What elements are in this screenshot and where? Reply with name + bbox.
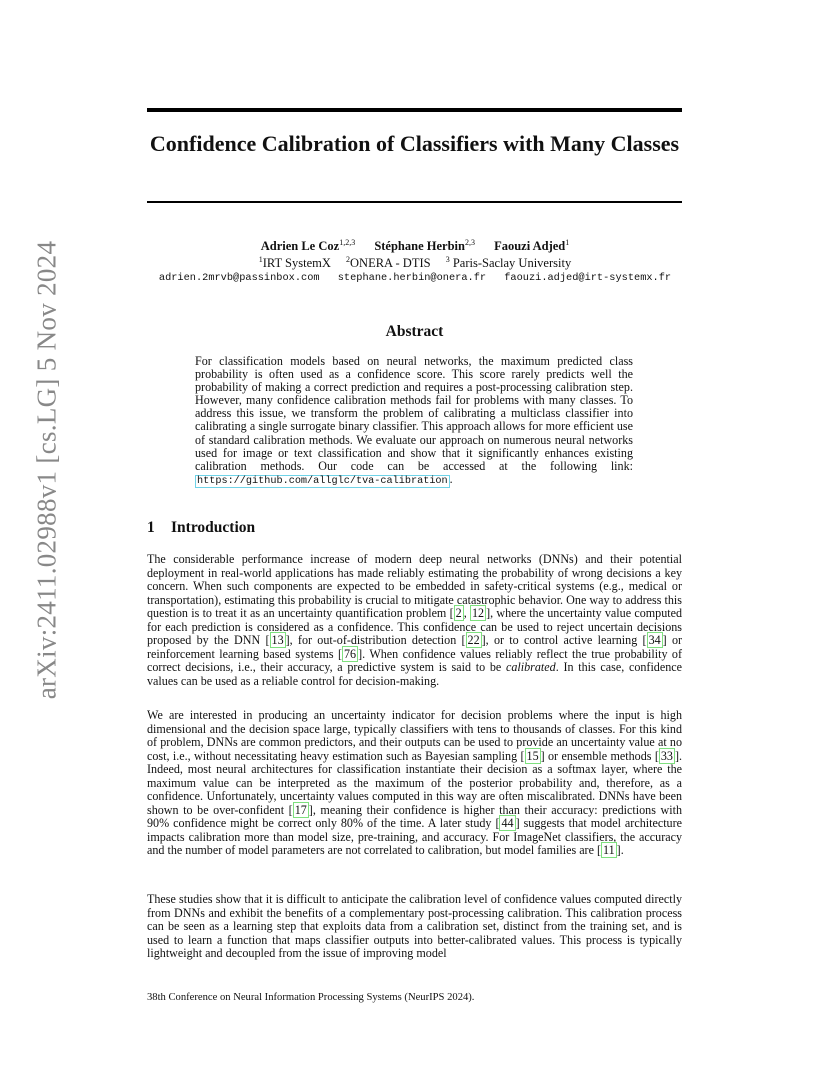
text-run: ], meaning their confidence is higher than their accuracy: predictions with 90% confidence might be correct only 80% of the time. A later study [	[147, 802, 683, 830]
citation-link[interactable]: 34	[648, 633, 661, 647]
emphasis-calibrated: calibrated	[505, 660, 556, 674]
citation-link[interactable]: 15	[526, 748, 539, 763]
affiliation-list	[120, 255, 710, 271]
affiliation-number: 2	[346, 255, 351, 264]
affiliation	[346, 256, 431, 270]
affiliation-name: IRT SystemX	[262, 256, 331, 270]
text-run: We are interested in producing an uncertainty indicator for decision problems where the input is high dimensional and the decision space large, typically classifiers with tens to thousands of classes. For this kind of problem, DNNs are common predictors, and their outputs can be used to provide an uncertainty value at no cost, i.e., without necessitating heavy estimation such as Bayesian sampling [	[147, 708, 682, 763]
text-run: ], for out-of-distribution detection [	[285, 633, 466, 647]
section-title: Introduction	[171, 519, 256, 536]
paper-title: Confidence Calibration of Classifiers with Many Classes	[149, 131, 680, 156]
author-email[interactable]: adrien.2mrvb@passinbox.com	[158, 272, 320, 284]
text-run: ], or to control active learning [	[481, 633, 647, 647]
section-number: 1	[147, 519, 155, 536]
affiliation-name: Paris-Saclay University	[452, 256, 572, 270]
citation-link[interactable]: 33	[660, 748, 673, 763]
citation-link[interactable]: 44	[501, 816, 514, 830]
author-name: Adrien Le Coz	[260, 239, 340, 253]
author	[374, 239, 475, 253]
author-list	[120, 238, 710, 254]
author-email[interactable]: stephane.herbin@onera.fr	[337, 272, 487, 284]
citation-link[interactable]: 2	[455, 606, 462, 620]
citation-link[interactable]: 76	[343, 646, 357, 661]
abstract-end: .	[449, 471, 453, 486]
citation-link[interactable]: 22	[467, 633, 480, 647]
author-affil-mark: 1,2,3	[339, 238, 356, 247]
affiliation	[259, 256, 331, 270]
citation-link[interactable]: 17	[294, 802, 307, 817]
text-run: ] or reinforcement learning based systems [	[147, 633, 683, 661]
affiliation	[446, 256, 572, 270]
author	[261, 239, 355, 253]
affiliation-number: 3	[445, 255, 450, 264]
email-list	[120, 271, 710, 285]
text-run: ], where the uncertainty value computed for each prediction is considered as a confidence. This confidence can be used to reject uncertain decisions proposed by the DNN [	[147, 606, 683, 647]
section-heading-introduction	[147, 518, 682, 538]
text-run: The considerable performance increase of modern deep neural networks (DNNs) and their potential deployment in real-world applications has made reliably estimating the probability of wrong decisions a key concern. When such components are expected to be embedded in safety-critical systems (e.g., medical or transportation), estimating this probability is crucial to mitigate catastrophic behavior. One way to address this question is to treat it as an uncertainty quantification problem [	[147, 552, 682, 620]
author-email[interactable]: faouzi.adjed@irt-systemx.fr	[504, 272, 672, 284]
text-run: ] or ensemble methods [	[540, 748, 659, 763]
citation-link[interactable]: 12	[471, 606, 485, 620]
conference-footnote: 38th Conference on Neural Information Processing Systems (NeurIPS 2024).	[147, 992, 475, 1003]
abstract-text: For classification models based on neural networks, the maximum predicted class probability is often used as a confidence score. This score rarely predicts well the probability of making a correct prediction and requires a post-processing calibration step. However, many confidence calibration methods fail for problems with many classes. To address this issue, we transform the problem of calibrating a multiclass classifier into calibrating a single surrogate binary classifier. This approach allows for more efficient use of standard calibration methods. We evaluate our approach on numerous neural networks used for image or text classification and show that it significantly enhances existing calibration methods. Our code can be accessed at the following link:	[195, 354, 633, 473]
abstract-body	[195, 355, 633, 488]
author-affil-mark: 2,3	[464, 238, 475, 247]
citation-link[interactable]: 11	[603, 843, 615, 857]
text-run: ]. When confidence values reliably reflect the true probability of correct decisions, i.e., their accuracy, a predictive system is said to be	[147, 646, 683, 674]
citation-link[interactable]: 13	[271, 633, 284, 647]
abstract-heading: Abstract	[385, 323, 444, 340]
code-repository-link[interactable]: https://github.com/allglc/tva-calibration	[197, 475, 448, 487]
text-run: ] suggests that model architecture impacts calibration more than model size, pre-training, and accuracy. For ImageNet classifiers, the accuracy and the number of model parameters are not correlated to calibration, but model families are [	[147, 816, 682, 857]
text-run: ].	[616, 843, 624, 857]
author-affil-mark: 1	[565, 238, 570, 247]
arxiv-identifier-stamp: arXiv:2411.02988v1 [cs.LG] 5 Nov 2024	[31, 240, 62, 700]
intro-paragraph-1	[147, 553, 682, 688]
author	[494, 239, 569, 253]
text-run: ,	[463, 606, 470, 620]
title-bottom-rule	[147, 201, 682, 203]
title-top-rule	[147, 108, 682, 112]
intro-paragraph-2	[147, 709, 682, 858]
affiliation-name: ONERA - DTIS	[350, 256, 431, 270]
affiliation-number: 1	[258, 255, 263, 264]
author-name: Stéphane Herbin	[374, 239, 465, 253]
text-run: . In this case, confidence values can be used as a reliable control for decision-making.	[147, 660, 682, 688]
intro-paragraph-3: These studies show that it is difficult to anticipate the calibration level of confidence values computed directly from DNNs and exhibit the benefits of a complementary post-processing calibration. This calibration process can be seen as a learning step that exploits data from a calibration set, distinct from the training set, and is used to learn a function that maps classifier outputs into better-calibrated values. This process is typically lightweight and decoupled from the issue of improving model	[147, 892, 682, 960]
author-name: Faouzi Adjed	[494, 239, 566, 253]
text-run: ]. Indeed, most neural architectures for classification instantiate their decision as a softmax layer, where the maximum value can be interpreted as the maximum of the posterior probability and, therefore, as a confidence. Unfortunately, uncertainty values computed in this way are often miscalibrated. DNNs have been shown to be over-confident [	[147, 748, 682, 817]
